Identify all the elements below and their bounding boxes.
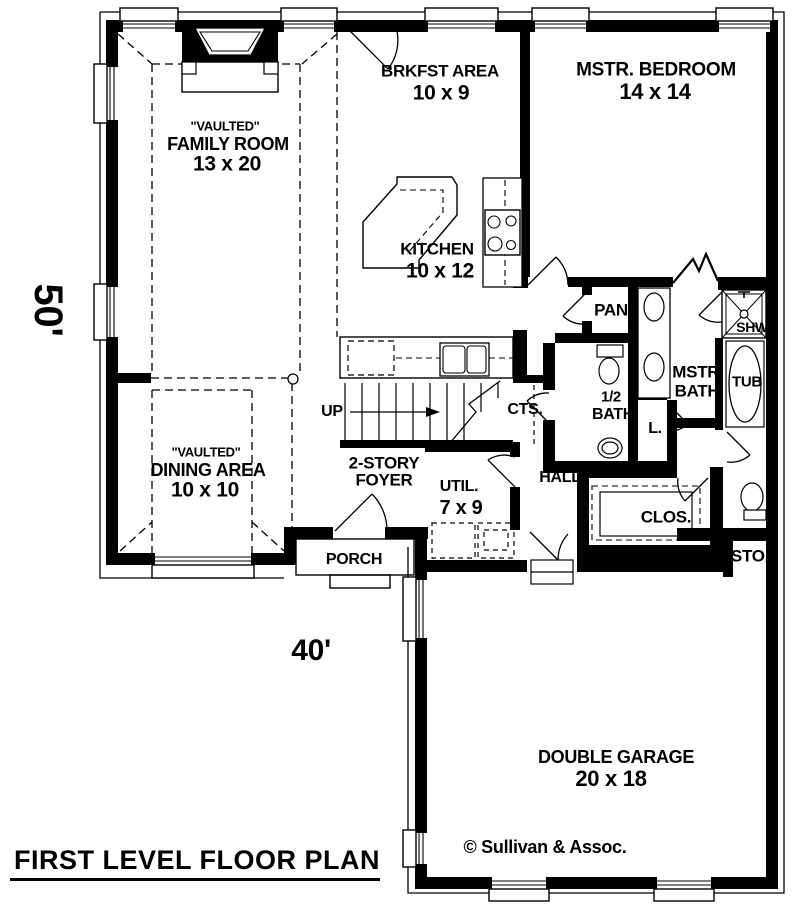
kitchen-hall-door [528,257,568,285]
dining-area-note: "VAULTED" [171,444,241,460]
bedroom-archway [673,254,718,283]
linen-closet-label: L. [648,420,662,437]
toilet-icon [599,358,619,384]
sink-icon [644,353,664,381]
master-toilet [741,483,766,520]
utility-label: UTIL. [439,478,479,495]
closet-label: CLOS. [640,507,692,527]
kitchen-range-counter [483,178,522,287]
toilet-room-door [727,432,750,462]
front-door [335,494,387,531]
master-bedroom-label: MSTR. BEDROOM [576,59,736,81]
garage-size: 20 x 18 [575,766,647,791]
toilet-base-icon [744,510,766,520]
pantry-door [563,294,585,324]
storage-label: STO. [730,546,770,566]
dining-area-size: 10 x 10 [171,478,239,502]
family-room-size: 13 x 20 [193,152,261,176]
foyer-label-1: 2-STORY [348,453,420,473]
master-closet-door [678,478,708,501]
garage-landing-steps [531,560,573,584]
shower-drain-icon [740,310,748,318]
pantry-label: PAN [594,300,628,320]
master-bedroom-size: 14 x 14 [619,79,691,104]
staircase [345,381,534,445]
porch-label: PORCH [325,551,383,568]
column-icon [288,374,298,384]
family-room-note: "VAULTED" [190,118,260,134]
up-arrow-icon [426,407,440,417]
breakfast-area-size: 10 x 9 [412,81,470,105]
breakfast-area-label: BRKFST AREA [381,61,499,81]
copyright-credit: © Sullivan & Assoc. [463,837,627,857]
garage-landing-door [530,532,568,560]
kitchen-size: 10 x 12 [406,259,474,283]
title-underline [10,878,380,881]
family-room-label: FAMILY ROOM [167,134,289,154]
master-bath-door [699,292,722,322]
coat-closet-label: CTS. [507,401,543,418]
garage-label: DOUBLE GARAGE [537,747,695,767]
half-bath-label-2: BATH [591,406,635,423]
sink-icon [644,293,664,321]
toilet-tank-icon [597,345,623,357]
toilet-icon [741,483,763,511]
fireplace [182,20,278,92]
utility-size: 7 x 9 [439,497,483,519]
kitchen-label: KITCHEN [400,239,474,259]
shower-head-icon [738,292,750,298]
master-bath-label-1: MSTR. [672,362,724,382]
foyer-label-2: FOYER [355,470,413,490]
utility-door [488,455,515,487]
width-dimension: 40' [291,634,331,667]
half-bath-label-1: 1/2 [601,388,621,406]
page-title: FIRST LEVEL FLOOR PLAN [14,845,381,875]
dryer-icon [478,523,514,558]
stairs-up-label: UP [321,403,343,420]
kitchen-sink-counter [340,337,513,378]
washer-icon [432,523,475,558]
shower-label: SHWR [736,319,778,335]
master-bath-label-2: BATH [674,381,720,401]
washer-dryer [432,523,514,558]
hall-label: HALL [539,469,581,486]
master-bath-vanity [638,288,670,398]
depth-dimension: 50' [26,283,70,337]
tub-label: TUB [732,373,762,391]
dining-area-label: DINING AREA [150,460,266,480]
